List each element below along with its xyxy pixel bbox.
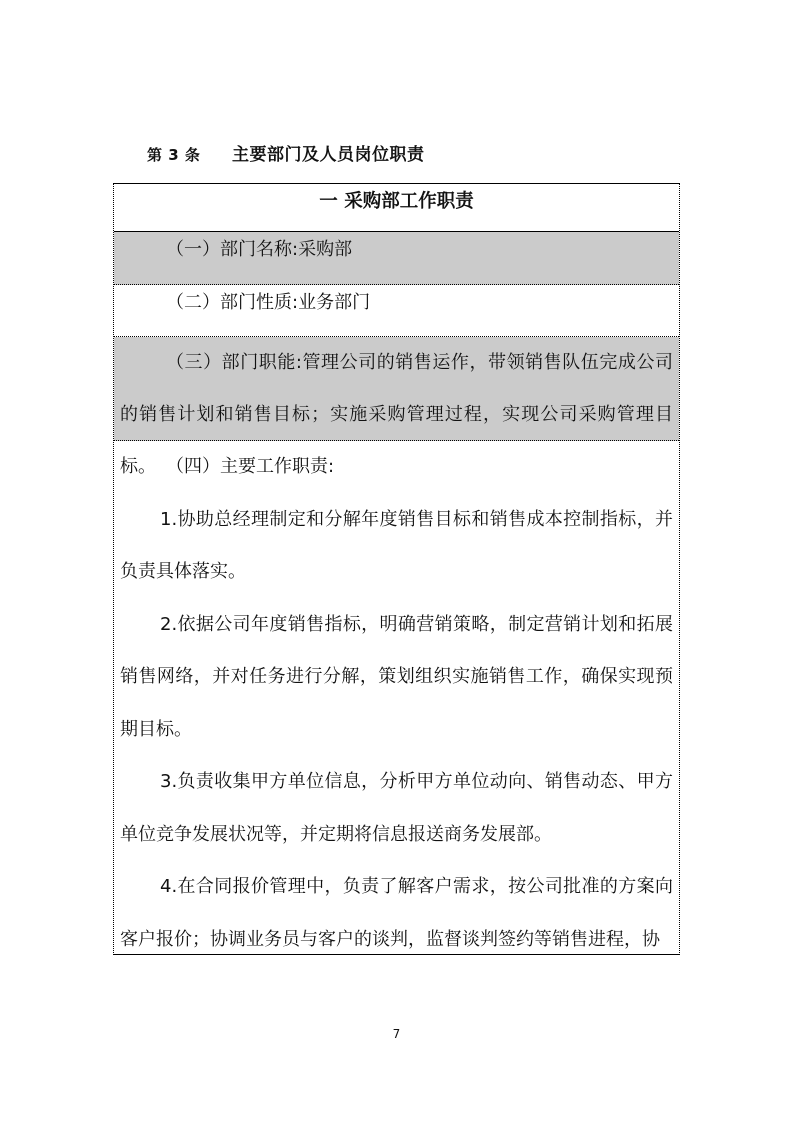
section-title: 主要部门及人员岗位职责 [232, 145, 425, 165]
table-row-main-duties [114, 441, 679, 954]
table-row-department-name: （一）部门名称:采购部 [114, 232, 679, 285]
section-heading [147, 140, 425, 165]
duty-item: 1.协助总经理制定和分解年度销售目标和销售成本控制指标，并负责具体落实。 [120, 508, 673, 582]
duty-item: 4.在合同报价管理中，负责了解客户需求，按公司批准的方案向客户报价；协调业务员与客户的谈判，监督谈判签约等销售进程，协 [120, 876, 673, 950]
article-number: 第 3 条 [147, 146, 201, 164]
duties-label: （四）主要工作职责: [166, 456, 335, 477]
page-number: 7 [392, 1027, 401, 1041]
duty-item: 2.依据公司年度销售指标，明确营销策略，制定营销计划和拓展销售网络，并对任务进行分解，策划组织实施销售工作，确保实现预期目标。 [120, 613, 673, 740]
duties-table [113, 183, 680, 955]
department-function-text: （三）部门职能:管理公司的销售运作，带领销售队伍完成公司的销售计划和销售目标；实施采购管理过程，实现公司采购管理目标。 [120, 352, 673, 477]
duty-item: 3.负责收集甲方单位信息，分析甲方单位动向、销售动态、甲方单位竞争发展状况等，并定期将信息报送商务发展部。 [120, 771, 673, 845]
table-row-department-nature: （二）部门性质:业务部门 [114, 285, 679, 337]
table-title: 一 采购部工作职责 [114, 184, 679, 232]
